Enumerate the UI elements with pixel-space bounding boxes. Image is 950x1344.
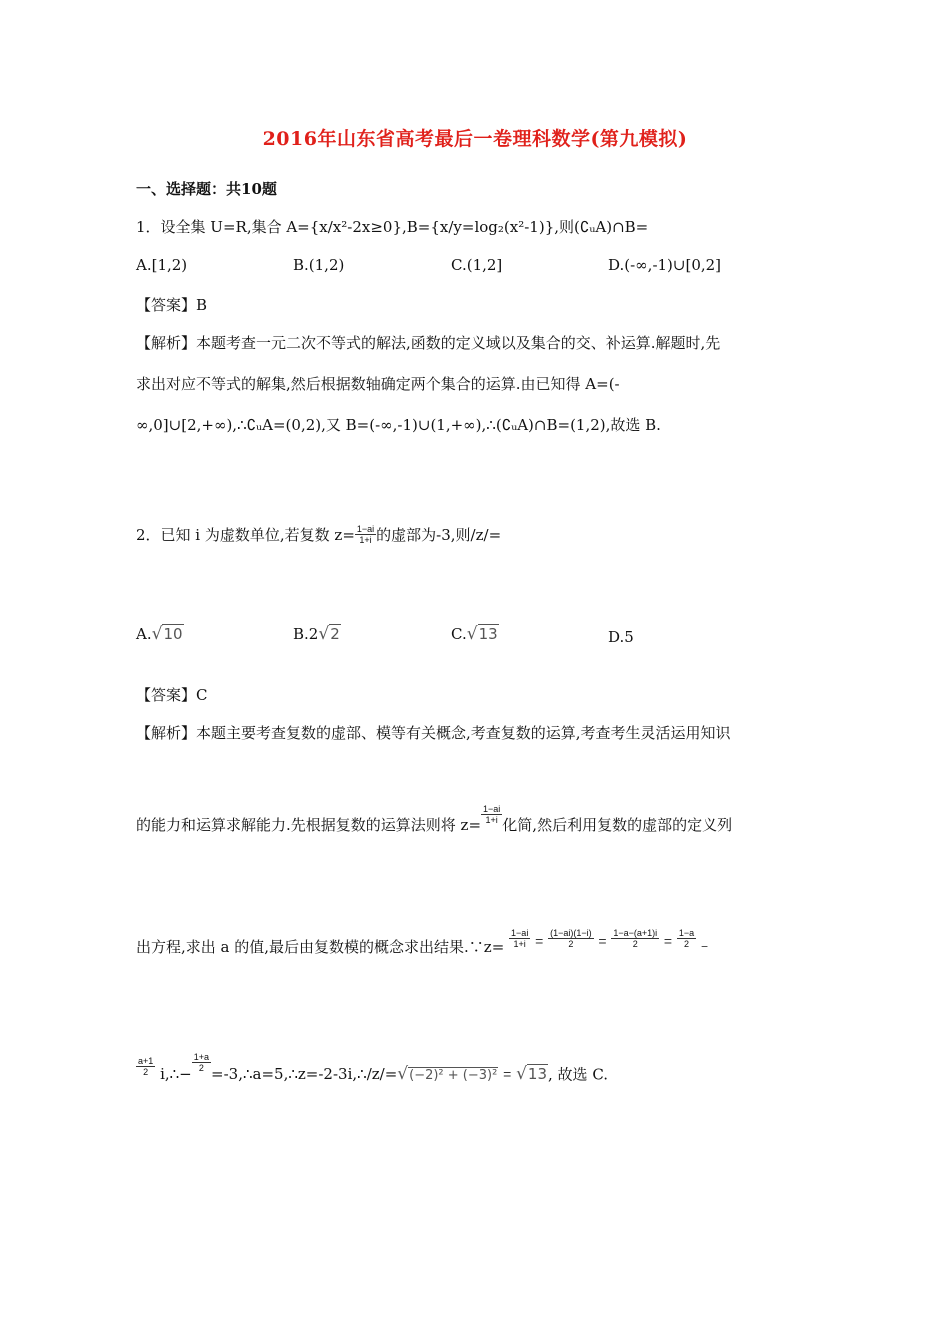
fraction-denominator: 2 [684,939,690,949]
fraction-numerator: 1−ai [511,928,529,938]
sqrt-symbol: √13 [466,624,498,644]
q2-stem [136,524,501,545]
q2-analysis-line [136,928,708,957]
fraction-numerator: 1−a [678,928,695,938]
q1-analysis-line: 求出对应不等式的解集,然后根据数轴确定两个集合的运算.由已知得 A=(- [136,375,620,393]
fraction-denominator: 1+i [513,939,526,949]
fraction-denominator: 2 [568,939,574,949]
fraction-denominator: 2 [632,939,638,949]
equals-sign: = [598,932,607,949]
document-title: 2016年山东省高考最后一卷理科数学(第九模拟) [262,128,688,150]
radicand: 10 [163,625,183,643]
equation-fraction [548,928,594,949]
fraction-numerator: a+1 [138,1055,154,1066]
analysis-text: =-3,∴a=5,∴z=-2-3i,∴/z/= [211,1065,398,1084]
q2-stem-post: 的虚部为-3,则/z/= [376,526,502,544]
fraction-denominator: 2 [143,1066,149,1077]
radicand: 2 [330,625,340,643]
equation-fraction [136,1056,155,1077]
equation-fraction [677,928,696,949]
q2-stem-fraction [355,524,376,545]
analysis-text: 出方程,求出 a 的值,最后由复数模的概念求出结果.∵z= [136,938,505,957]
fraction-numerator: 1−a−(a+1)i [613,928,658,938]
q2-stem-pre: 2．已知 i 为虚数单位,若复数 z= [136,526,355,544]
equals-sign: = [663,932,673,949]
analysis-text: , 故选 C. [548,1065,609,1084]
fraction-denominator: 2 [198,1063,204,1073]
radicand: 13 [478,625,498,643]
fraction-numerator: 1−ai [356,524,375,534]
q2-analysis-line [136,1052,608,1085]
sqrt-symbol: √2 [318,624,340,644]
q2-option-c [451,624,499,644]
option-label: C. [451,625,467,643]
fraction-denominator: 1+i [359,535,372,545]
radicand: 13 [527,1065,548,1084]
fraction-numerator: (1−ai)(1−i) [550,928,592,938]
q1-analysis-line: 【解析】本题考查一元二次不等式的解法,函数的定义域以及集合的交、补运算.解题时,先 [136,334,721,352]
q2-analysis-line [136,804,732,835]
analysis-text: 化简,然后利用复数的虚部的定义列 [502,815,733,834]
q1-stem: 1．设全集 U=R,集合 A={x/x²-2x≥0},B={x/y=log₂(x²-1)},则(∁ᵤA)∩B= [136,218,649,236]
option-label: B.2 [293,625,319,643]
sqrt-symbol: √13 [516,1064,548,1085]
equals-sign: = [503,1066,512,1083]
q1-option-b: B.(1,2) [293,256,345,274]
equation-fraction [611,928,659,949]
equation-fraction [509,928,530,949]
q2-analysis-line: 【解析】本题主要考查复数的虚部、模等有关概念,考查复数的运算,考查考生灵活运用知识 [136,724,731,742]
q2-option-d: D.5 [608,628,634,646]
q2-option-a [136,624,184,644]
radicand: (−2)² + (−3)² [409,1068,498,1084]
sqrt-symbol: √(−2)² + (−3)² [397,1064,498,1085]
q1-option-c: C.(1,2] [451,256,503,274]
option-label: A. [136,625,152,643]
q1-answer: 【答案】B [136,296,208,314]
q1-analysis-line: ∞,0]∪[2,+∞),∴∁ᵤA=(0,2),又 B=(-∞,-1)∪(1,+∞),∴(∁ᵤA)∩B=(1,2),故选 B. [136,416,661,434]
q1-option-d: D.(-∞,-1)∪[0,2] [608,256,722,274]
fraction-denominator: 1+i [485,815,498,825]
section-heading: 一、选择题：共10题 [136,180,277,198]
q2-answer: 【答案】C [136,686,208,704]
fraction-numerator: 1−ai [483,804,501,814]
q2-option-b [293,624,341,644]
equals-sign: = [535,932,544,949]
minus-sign: − [700,939,708,954]
analysis-text: 的能力和运算求解能力.先根据复数的运算法则将 z= [136,815,482,834]
sqrt-symbol: √10 [151,624,183,644]
inline-fraction [481,804,502,825]
q1-option-a: A.[1,2) [136,256,188,274]
equation-fraction [192,1052,211,1073]
analysis-text: i,∴− [160,1065,192,1084]
fraction-numerator: 1+a [193,1052,210,1062]
